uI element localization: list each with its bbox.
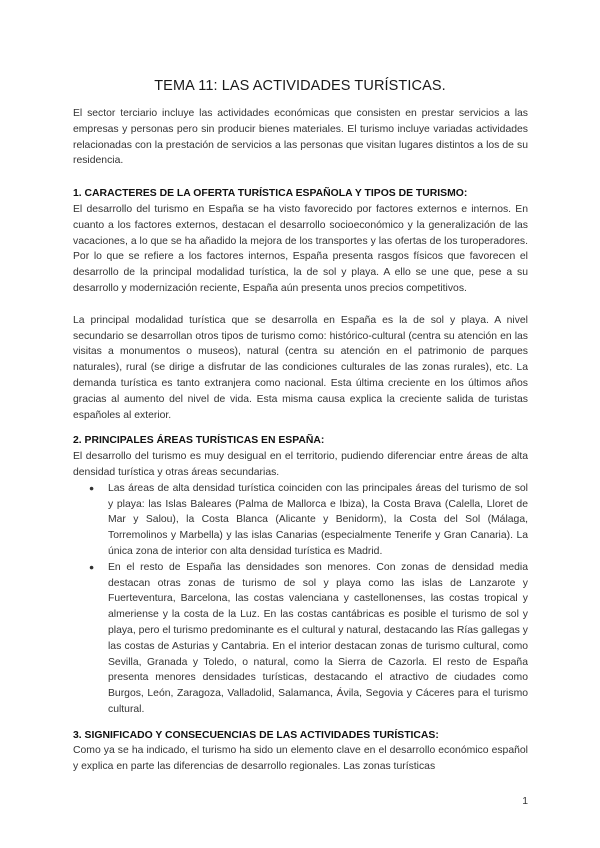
intro-paragraph: El sector terciario incluye las actividades económicas que consisten en prestar servicios a las empresas y personas pero sin producir bienes materiales. El turismo incluye variadas actividades relacionadas con la prestación de servicios a las personas que visitan lugares distintos a los de su residencia. (73, 108, 528, 167)
section-2-heading: 2. PRINCIPALES ÁREAS TURÍSTICAS EN ESPAÑA: (73, 435, 325, 447)
bullet-item: ● Las áreas de alta densidad turística coinciden con las principales áreas del turismo de sol y playa: las Islas Baleares (Palma de Mallorca e Ibiza), la Costa Brava (Calella, Lloret de Mar y Salou), la Costa Blanca (Alicante y Benidorm), la Costa del Sol (Málaga, Torremolinos y Marbella) y las islas Canarias (especialmente Tenerife y Gran Canaria). La única zona de interior con alta densidad turística es Madrid. (108, 481, 528, 560)
document-title: TEMA 11: LAS ACTIVIDADES TURÍSTICAS. (154, 78, 446, 94)
section-1-paragraph-1: El desarrollo del turismo en España se ha visto favorecido por factores externos e internos. En cuanto a los factores externos, destacan el desarrollo socioeconómico y la generalización de las vacaciones, a lo que se ha añadido la mejora de los transportes y las ofertas de los turoperadores. Por lo que se refiere a los factores internos, España presenta rasgos físicos que favorecen el desarrollo de la principal modalidad turística, la de sol y playa. A ello se une que, pese a su desarrollo y modernización reciente, España aún presenta unos precios competitivos. (73, 203, 528, 294)
section-2-paragraph-1: El desarrollo del turismo es muy desigual en el territorio, pudiendo diferenciar entre áreas de alta densidad turística y otras áreas secundarias. (73, 451, 528, 478)
section-1-heading: 1. CARACTERES DE LA OFERTA TURÍSTICA ESPAÑOLA Y TIPOS DE TURISMO: (73, 188, 468, 200)
section-3-paragraph-1: Como ya se ha indicado, el turismo ha sido un elemento clave en el desarrollo económico español y explica en parte las diferencias de desarrollo regionales. Las zonas turísticas (73, 745, 528, 773)
section-1-paragraph-2: La principal modalidad turística que se desarrolla en España es la de sol y playa. A nivel secundario se desarrollan otros tipos de turismo como: histórico-cultural (centra su atención en las visitas a monumentos o museos), natural (centra su atención en el patrimonio de parques naturales), rural (se dirige a disfrutar de las condiciones culturales de las zonas rurales), etc. La demanda turística es tanto extranjera como nacional. Esta última creciente en los últimos años gracias al aumento del nivel de vida. Esta misma causa explica la creciente salida de turistas españoles al exterior. (73, 314, 528, 421)
page-number: 1 (522, 796, 528, 807)
bullet-item: ● En el resto de España las densidades son menores. Con zonas de densidad media destacan otras zonas de turismo de sol y playa como las islas de Lanzarote y Fuerteventura, Barcelona, las costas valenciana y castellonenses, las costas tropical y almeriense y la costa de la Luz. En las costas cantábricas es posible el turismo de sol y playa, pero el turismo predominante es el cultural y natural, destacando las Rías gallegas y las costas de Asturias y Cantabria. En el interior destacan zonas de turismo cultural, como Sevilla, Granada y Toledo, o natural, como la Sierra de Cazorla. El resto de España presenta menores densidades turísticas, destacando el atractivo de ciudades como Burgos, León, Zaragoza, Valladolid, Salamanca, Ávila, Segovia y Cáceres para el turismo cultural. (108, 560, 528, 718)
section-3-heading: 3. SIGNIFICADO Y CONSECUENCIAS DE LAS ACTIVIDADES TURÍSTICAS: (73, 729, 439, 741)
document-body (73, 106, 528, 775)
section-2-bullet-list (73, 481, 528, 718)
